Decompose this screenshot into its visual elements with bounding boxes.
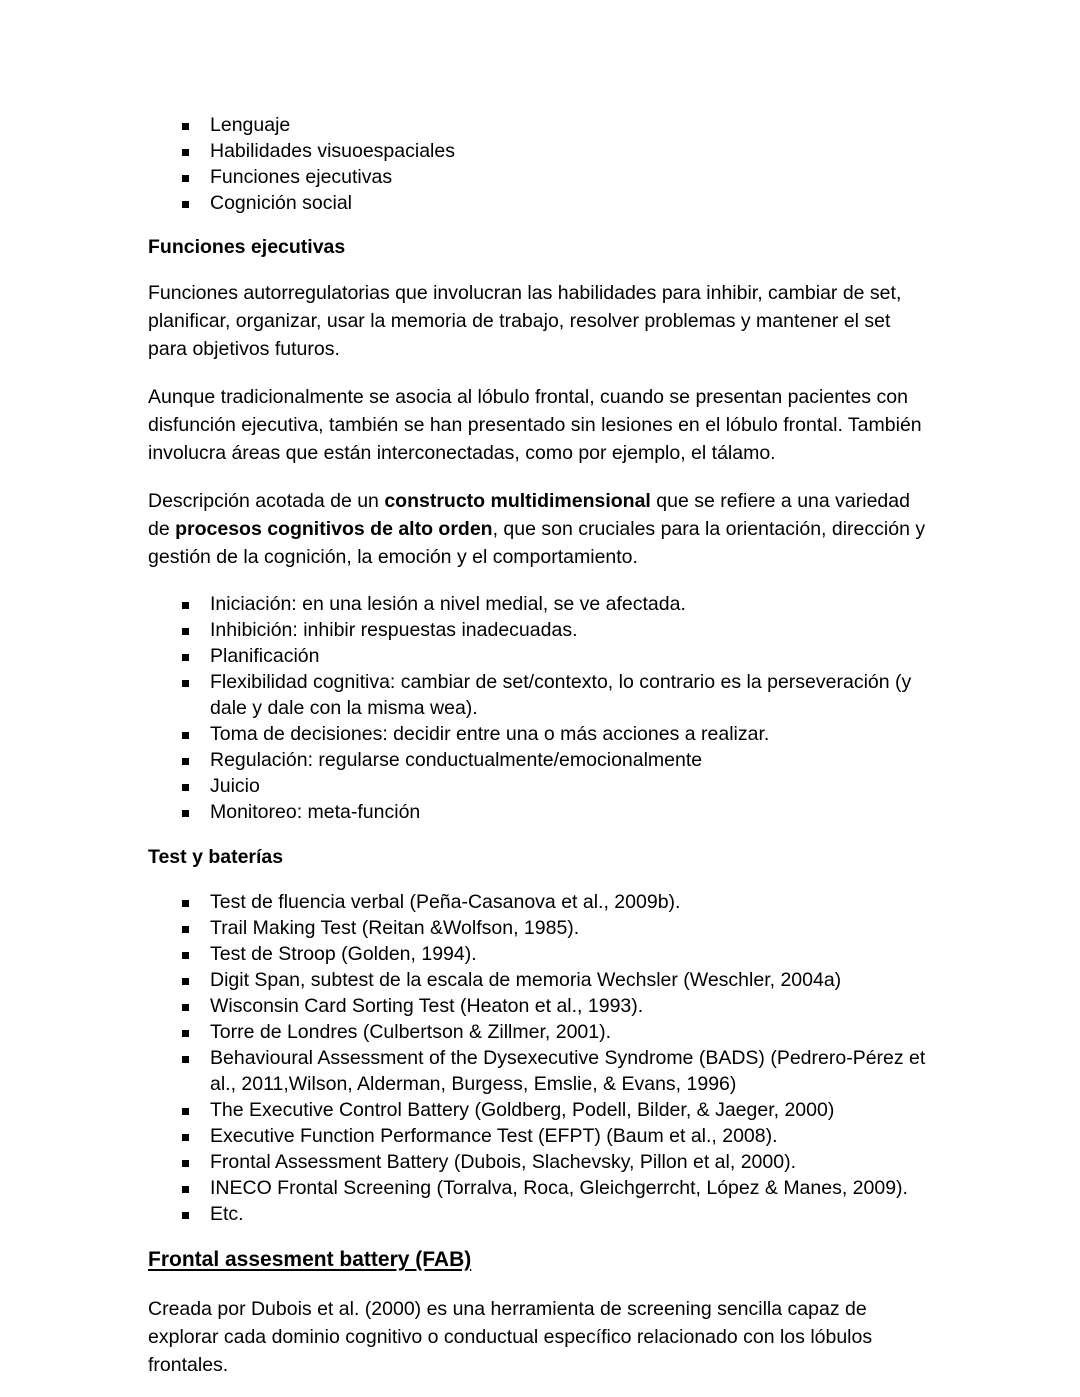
square-bullet-icon xyxy=(182,1160,189,1167)
list-item-label: INECO Frontal Screening (Torralva, Roca, Gleichgerrcht, López & Manes, 2009). xyxy=(210,1177,908,1199)
square-bullet-icon xyxy=(182,201,189,208)
paragraph-frontal-lobe: Aunque tradicionalmente se asocia al lóbulo frontal, cuando se presentan pacientes con disfunción ejecutiva, también se han presentado sin lesiones en el lóbulo frontal. También involucra áreas que están interconectadas, como por ejemplo, el tálamo. xyxy=(148,386,922,464)
square-bullet-icon xyxy=(182,1134,189,1141)
square-bullet-icon xyxy=(182,602,189,609)
list-item xyxy=(148,941,934,967)
list-item xyxy=(148,747,934,773)
list-item xyxy=(148,164,934,190)
square-bullet-icon xyxy=(182,1030,189,1037)
list-item-label: Habilidades visuoespaciales xyxy=(210,140,455,162)
square-bullet-icon xyxy=(182,1056,189,1063)
square-bullet-icon xyxy=(182,784,189,791)
square-bullet-icon xyxy=(182,1108,189,1115)
square-bullet-icon xyxy=(182,175,189,182)
list-item xyxy=(148,915,934,941)
list-item xyxy=(148,1149,934,1175)
list-item xyxy=(148,1201,934,1227)
list-item xyxy=(148,138,934,164)
list-item xyxy=(148,112,934,138)
list-item-label: Iniciación: en una lesión a nivel medial, se ve afectada. xyxy=(210,593,686,615)
list-item-label: Digit Span, subtest de la escala de memoria Wechsler (Weschler, 2004a) xyxy=(210,969,842,991)
list-item-label: Trail Making Test (Reitan &Wolfson, 1985). xyxy=(210,917,580,939)
tests-list xyxy=(148,889,934,1227)
list-item xyxy=(148,643,934,669)
list-item xyxy=(148,889,934,915)
list-item-label: Executive Function Performance Test (EFPT) (Baum et al., 2008). xyxy=(210,1125,778,1147)
list-item-label: Frontal Assessment Battery (Dubois, Slachevsky, Pillon et al, 2000). xyxy=(210,1151,796,1173)
list-item-label: Lenguaje xyxy=(210,114,291,136)
square-bullet-icon xyxy=(182,926,189,933)
list-item-label: Monitoreo: meta-función xyxy=(210,801,421,823)
list-item-label: Juicio xyxy=(210,775,260,797)
list-item xyxy=(148,1097,934,1123)
list-item-label: The Executive Control Battery (Goldberg, Podell, Bilder, & Jaeger, 2000) xyxy=(210,1099,835,1121)
list-item xyxy=(148,993,934,1019)
list-item-label: Toma de decisiones: decidir entre una o más acciones a realizar. xyxy=(210,723,770,745)
square-bullet-icon xyxy=(182,978,189,985)
square-bullet-icon xyxy=(182,680,189,687)
square-bullet-icon xyxy=(182,900,189,907)
square-bullet-icon xyxy=(182,810,189,817)
square-bullet-icon xyxy=(182,758,189,765)
list-item xyxy=(148,591,934,617)
list-item-label: Test de Stroop (Golden, 1994). xyxy=(210,943,477,965)
list-item-label: Behavioural Assessment of the Dysexecutive Syndrome (BADS) (Pedrero-Pérez et al., 2011,Wilson, Alderman, Burgess, Emslie, & Evans, 1996) xyxy=(210,1047,926,1095)
paragraph-segment: Descripción acotada de un xyxy=(148,490,385,512)
list-item-label: Inhibición: inhibir respuestas inadecuadas. xyxy=(210,619,578,641)
list-item-label: Planificación xyxy=(210,645,320,667)
list-item-label: Regulación: regularse conductualmente/emocionalmente xyxy=(210,749,703,771)
section-heading-fab: Frontal assesment battery (FAB) xyxy=(148,1248,472,1271)
square-bullet-icon xyxy=(182,628,189,635)
list-item xyxy=(148,1019,934,1045)
list-item xyxy=(148,799,934,825)
list-item xyxy=(148,721,934,747)
list-item xyxy=(148,617,934,643)
paragraph-multidimensional-construct xyxy=(148,487,934,571)
list-item-label: Torre de Londres (Culbertson & Zillmer, 2001). xyxy=(210,1021,612,1043)
list-item xyxy=(148,1045,934,1097)
list-item-label: Test de fluencia verbal (Peña-Casanova et al., 2009b). xyxy=(210,891,681,913)
section-heading-tests: Test y baterías xyxy=(148,846,284,868)
square-bullet-icon xyxy=(182,149,189,156)
bold-phrase-constructo-multidimensional: constructo multidimensional xyxy=(384,490,651,512)
list-item xyxy=(148,1123,934,1149)
square-bullet-icon xyxy=(182,732,189,739)
section-heading-executive-functions: Funciones ejecutivas xyxy=(148,236,346,258)
cognitive-domains-list xyxy=(148,112,934,216)
list-item xyxy=(148,967,934,993)
list-item xyxy=(148,190,934,216)
list-item-label: Wisconsin Card Sorting Test (Heaton et al., 1993). xyxy=(210,995,644,1017)
list-item xyxy=(148,669,934,721)
square-bullet-icon xyxy=(182,1186,189,1193)
list-item-label: Cognición social xyxy=(210,192,352,214)
paragraph-segment: que se refiere a una variedad de xyxy=(148,490,910,540)
paragraph-fab-description: Creada por Dubois et al. (2000) es una herramienta de screening sencilla capaz de explorar cada dominio cognitivo o conductual específico relacionado con los lóbulos frontales. xyxy=(148,1298,873,1376)
bold-phrase-procesos-cognitivos: procesos cognitivos de alto orden xyxy=(175,518,493,540)
paragraph-segment: , que son cruciales para la orientación, dirección y gestión de la cognición, la emoción y el comportamiento. xyxy=(148,518,926,568)
square-bullet-icon xyxy=(182,654,189,661)
executive-components-list xyxy=(148,591,934,825)
list-item xyxy=(148,1175,934,1201)
square-bullet-icon xyxy=(182,1212,189,1219)
square-bullet-icon xyxy=(182,952,189,959)
square-bullet-icon xyxy=(182,1004,189,1011)
list-item-label: Funciones ejecutivas xyxy=(210,166,393,188)
list-item xyxy=(148,773,934,799)
paragraph-executive-definition: Funciones autorregulatorias que involucran las habilidades para inhibir, cambiar de set, planificar, organizar, usar la memoria de trabajo, resolver problemas y mantener el set para objetivos futuros. xyxy=(148,282,902,360)
list-item-label: Flexibilidad cognitiva: cambiar de set/contexto, lo contrario es la perseveración (y dale y dale con la misma wea). xyxy=(210,671,912,719)
document-body xyxy=(148,112,934,1379)
list-item-label: Etc. xyxy=(210,1203,244,1225)
square-bullet-icon xyxy=(182,123,189,130)
